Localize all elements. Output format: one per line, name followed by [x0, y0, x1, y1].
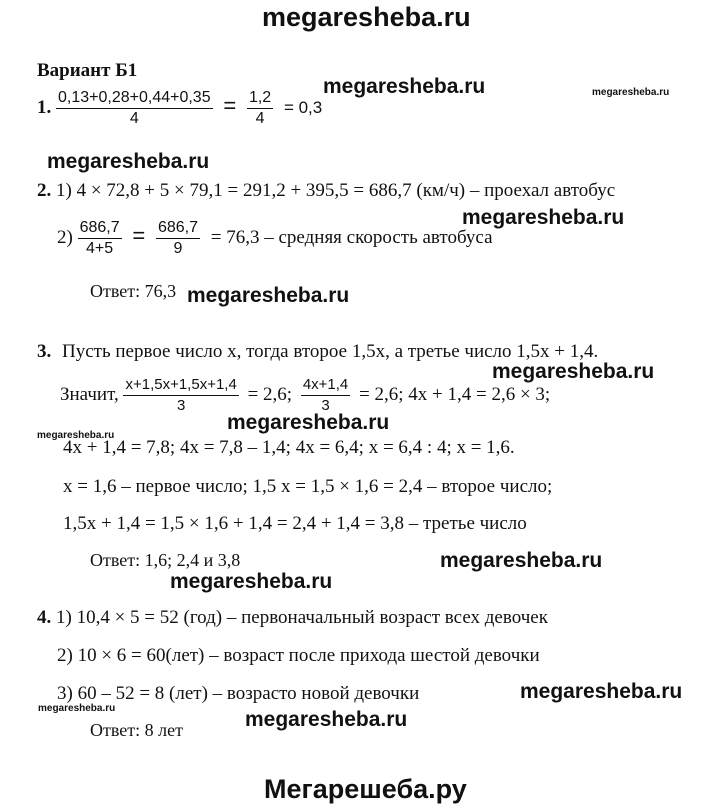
- header-watermark: megaresheba.ru: [262, 2, 471, 32]
- task-3-fraction-2-numerator: 4х+1,4: [301, 375, 350, 396]
- task-3-line-2-suffix: = 2,6; 4х + 1,4 = 2,6 × 3;: [359, 383, 551, 405]
- task-4-line-1: [37, 607, 548, 629]
- task-3-fraction-1-numerator: х+1,5х+1,5х+1,4: [123, 375, 238, 396]
- task-2-step-2-prefix: 2): [57, 226, 73, 248]
- task-4-line-2: 2) 10 × 6 = 60(лет) – возраст после прихода шестой девочки: [57, 645, 540, 666]
- task-2-fraction-2-denominator: 9: [173, 240, 183, 257]
- task-4-line-1-text: 1) 10,4 × 5 = 52 (год) – первоначальный возраст всех девочек: [56, 607, 548, 628]
- watermark: megaresheba.ru: [245, 708, 408, 731]
- task-2-line-2: [57, 218, 493, 259]
- task-3-answer: Ответ: 1,6; 2,4 и 3,8: [90, 550, 241, 570]
- task-1-result: = 0,3: [283, 97, 323, 117]
- task-2-fraction-2-numerator: 686,7: [156, 218, 200, 239]
- task-3-mid: = 2,6;: [247, 383, 293, 405]
- task-3-fraction-1: [123, 375, 238, 416]
- task-4-line-3: 3) 60 – 52 = 8 (лет) – возрасто новой девочки: [57, 683, 420, 704]
- task-2-fraction-1-denominator: 4+5: [86, 240, 114, 257]
- task-1-equals: =: [223, 92, 237, 118]
- watermark: megaresheba.ru: [520, 680, 683, 703]
- watermark: megaresheba.ru: [492, 360, 655, 383]
- task-3-fraction-2-denominator: 3: [321, 397, 330, 414]
- watermark-small: megaresheba.ru: [37, 430, 115, 441]
- task-2-step-2-suffix: = 76,3 – средняя скорость автобуса: [210, 226, 493, 248]
- watermark: megaresheba.ru: [323, 75, 486, 98]
- variant-title: Вариант Б1: [37, 60, 138, 81]
- task-1-fraction-1-denominator: 4: [129, 110, 139, 127]
- task-3-line-2: [60, 375, 550, 416]
- task-2-answer: Ответ: 76,3: [90, 281, 177, 301]
- task-1: [37, 88, 322, 129]
- task-1-fraction-2-numerator: 1,2: [247, 88, 273, 109]
- task-1-fraction-1-numerator: 0,13+0,28+0,44+0,35: [56, 88, 213, 109]
- task-1-fraction-2: [247, 88, 273, 129]
- task-2-equals: =: [132, 222, 146, 248]
- task-4-number: 4.: [37, 607, 52, 628]
- task-3-line-4: х = 1,6 – первое число; 1,5 х = 1,5 × 1,6 = 2,4 – второе число;: [63, 476, 553, 497]
- task-2-fraction-1: [78, 218, 122, 259]
- task-1-number: 1.: [37, 96, 52, 118]
- watermark: megaresheba.ru: [47, 150, 210, 173]
- task-2-line-1: [37, 180, 615, 202]
- task-4-answer: Ответ: 8 лет: [90, 720, 183, 740]
- task-3-line-5: 1,5х + 1,4 = 1,5 × 1,6 + 1,4 = 2,4 + 1,4 = 3,8 – третье число: [63, 513, 527, 534]
- task-1-fraction-1: [56, 88, 213, 129]
- watermark: megaresheba.ru: [187, 284, 350, 307]
- task-3-line-3: 4х + 1,4 = 7,8; 4х = 7,8 – 1,4; 4х = 6,4; х = 6,4 : 4; х = 1,6.: [63, 437, 515, 458]
- watermark: megaresheba.ru: [440, 549, 603, 572]
- task-2-fraction-2: [156, 218, 200, 259]
- footer-brand: Мегарешеба.ру: [264, 774, 467, 804]
- task-2-fraction-1-numerator: 686,7: [78, 218, 122, 239]
- task-2-line-1-text: 1) 4 × 72,8 + 5 × 79,1 = 291,2 + 395,5 = 686,7 (км/ч) – проехал автобус: [56, 180, 616, 201]
- task-2-number: 2.: [37, 180, 52, 201]
- watermark-small: megaresheba.ru: [592, 87, 670, 98]
- watermark: megaresheba.ru: [462, 206, 625, 229]
- watermark: megaresheba.ru: [227, 411, 390, 434]
- watermark: megaresheba.ru: [170, 570, 333, 593]
- task-3-number: 3.: [37, 341, 52, 362]
- task-3-fraction-1-denominator: 3: [176, 397, 186, 414]
- task-3-fraction-2: [301, 375, 350, 416]
- task-3-line-1-text: Пусть первое число х, тогда второе 1,5х, а третье число 1,5х + 1,4.: [62, 341, 599, 362]
- task-3-line-2-prefix: Значит,: [60, 383, 119, 405]
- watermark-small: megaresheba.ru: [38, 703, 116, 714]
- task-1-fraction-2-denominator: 4: [255, 110, 265, 127]
